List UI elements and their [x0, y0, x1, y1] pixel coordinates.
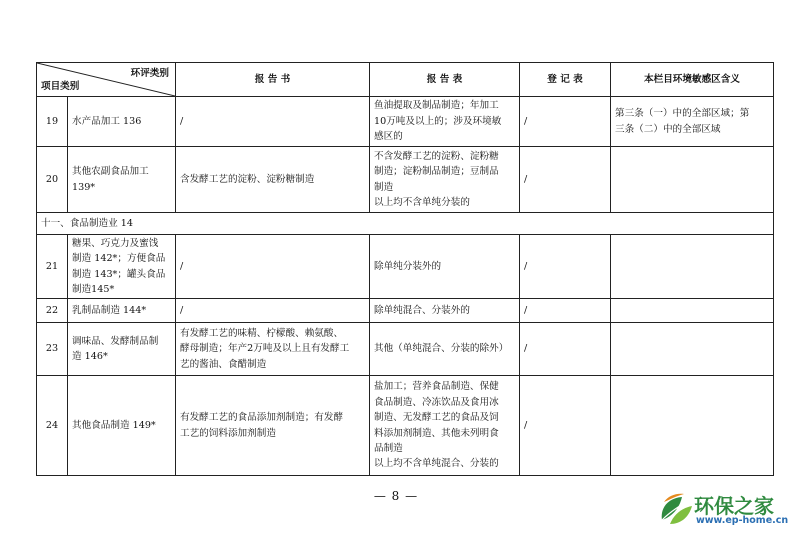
sensitive-area-cell [611, 376, 774, 476]
project-name [68, 147, 176, 213]
project-category-header-label: 项目类别 [41, 80, 80, 92]
diagonal-header-cell [37, 63, 176, 97]
text-line: 造 146* [72, 351, 108, 362]
sensitive-area-cell [611, 235, 774, 299]
row-number: 20 [37, 147, 68, 213]
registration-cell: / [520, 299, 611, 323]
sensitive-area-cell [611, 97, 774, 147]
table-row [37, 376, 774, 476]
text-line: 139* [72, 181, 96, 193]
text-line: 制造145* [72, 283, 115, 295]
watermark-logo [656, 490, 790, 530]
text-line: 其他农副食品加工 [72, 166, 149, 178]
text-line: 第三条（一）中的全部区域；第 [615, 108, 750, 120]
section-row [37, 213, 774, 235]
report-book-cell [176, 376, 370, 476]
report-form-cell [370, 376, 520, 476]
project-name: 乳制品制造 144* [68, 299, 176, 323]
registration-form-header: 登 记 表 [520, 63, 611, 97]
row-number: 24 [37, 376, 68, 476]
report-form-cell: 除单纯分装外的 [370, 235, 520, 299]
text-line: 制造、无发酵工艺的食品及饲 [374, 412, 499, 424]
registration-cell: / [520, 235, 611, 299]
row-number: 21 [37, 235, 68, 299]
text-line: 料添加剂制造、其他未列明食 [374, 427, 499, 439]
project-name [68, 235, 176, 299]
text-line: 艺的酱油、食醋制造 [180, 358, 267, 370]
text-line: 糖果、巧克力及蜜饯 [72, 237, 159, 249]
text-line: 有发酵工艺的食品添加剂制造；有发酵 [180, 412, 344, 424]
text-line: 感区的 [374, 131, 403, 143]
table-row [37, 323, 774, 376]
text-line: 10万吨及以上的；涉及环境敏 [374, 115, 502, 127]
report-book-cell: 含发酵工艺的淀粉、淀粉糖制造 [176, 147, 370, 213]
text-line: 三条（二）中的全部区域 [615, 123, 721, 135]
registration-cell: / [520, 97, 611, 147]
table-row [37, 97, 774, 147]
report-form-header: 报 告 表 [370, 63, 520, 97]
category-header-label: 环评类别 [130, 68, 169, 79]
text-line: 以上均不含单纯混合、分装的 [374, 458, 499, 470]
text-line: 调味品、发酵制品制 [72, 335, 159, 347]
text-line: 制造 [374, 181, 394, 193]
table-header-row [37, 63, 774, 97]
sensitive-area-cell [611, 147, 774, 213]
row-number: 19 [37, 97, 68, 147]
text-line: 制造；淀粉制品制造；豆制品 [374, 166, 499, 178]
text-line: 鱼油提取及制品制造；年加工 [374, 100, 499, 112]
text-line: 酵母制造；年产2万吨及以上且有发酵工 [180, 343, 350, 355]
report-book-header: 报 告 书 [176, 63, 370, 97]
project-name: 其他食品制造 149* [68, 376, 176, 476]
sensitive-area-cell [611, 299, 774, 323]
registration-cell: / [520, 147, 611, 213]
project-name [68, 323, 176, 376]
page-number: — 8 — [373, 489, 419, 503]
row-number: 22 [37, 299, 68, 323]
text-line: 以上均不含单纯分装的 [374, 196, 470, 208]
watermark-url: www.ep-home.cn [696, 515, 789, 526]
text-line: 工艺的饲料添加剂制造 [180, 427, 276, 439]
text-line: 食品制造、冷冻饮品及食用冰 [374, 396, 499, 408]
text-line: 盐加工；营养食品制造、保健 [374, 381, 499, 393]
text-line: 制造 143*；罐头食品 [72, 268, 166, 280]
report-book-cell: / [176, 97, 370, 147]
leaf-logo-icon [656, 490, 696, 530]
text-line: 不含发酵工艺的淀粉、淀粉糖 [374, 150, 499, 162]
watermark-brand-name: 环保之家 [694, 494, 774, 518]
registration-cell: / [520, 376, 611, 476]
report-book-cell: / [176, 235, 370, 299]
row-number: 23 [37, 323, 68, 376]
report-form-cell [370, 97, 520, 147]
sensitive-area-cell [611, 323, 774, 376]
report-book-cell [176, 323, 370, 376]
text-line: 制造 142*；方便食品 [72, 253, 166, 265]
eia-classification-table [36, 62, 774, 476]
section-title: 十一、食品制造业 14 [37, 213, 774, 235]
table-row [37, 147, 774, 213]
text-line: 品制造 [374, 442, 403, 454]
report-form-cell: 除单纯混合、分装外的 [370, 299, 520, 323]
registration-cell: / [520, 323, 611, 376]
table-row [37, 235, 774, 299]
text-line: 有发酵工艺的味精、柠檬酸、赖氨酸、 [180, 327, 344, 339]
report-book-cell: / [176, 299, 370, 323]
report-form-cell [370, 147, 520, 213]
table-row [37, 299, 774, 323]
project-name: 水产品加工 136 [68, 97, 176, 147]
report-form-cell: 其他（单纯混合、分装的除外） [370, 323, 520, 376]
sensitive-area-header: 本栏目环境敏感区含义 [611, 63, 774, 97]
